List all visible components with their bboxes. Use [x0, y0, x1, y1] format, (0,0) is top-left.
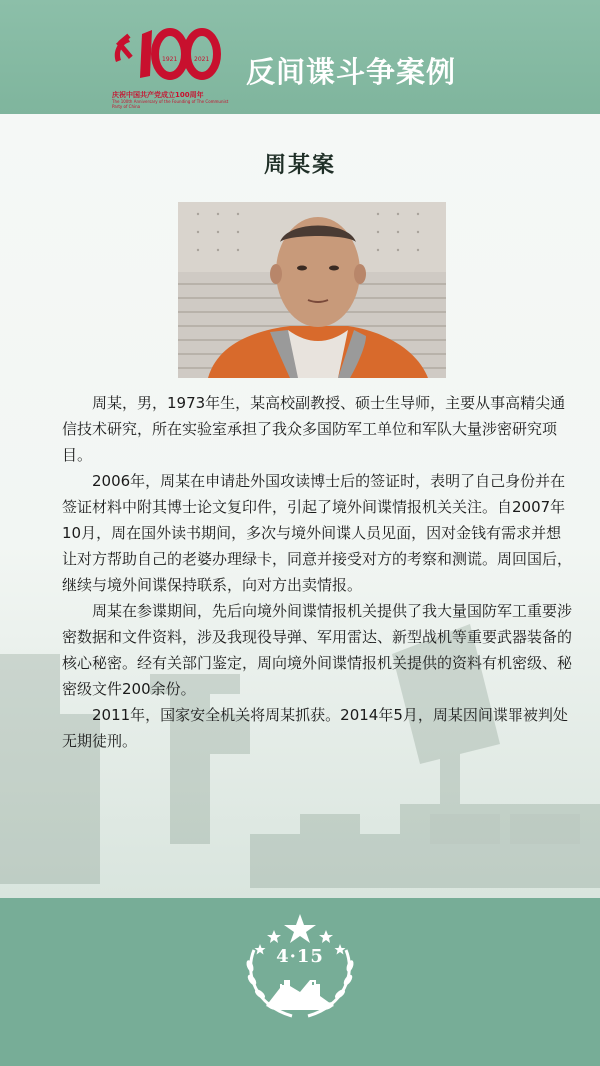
- footer-bar: [0, 898, 600, 1066]
- case-paragraph: 2011年，国家安全机关将周某抓获。2014年5月，周某因间谍罪被判处无期徒刑。: [62, 706, 568, 750]
- logo-caption-cn: 庆祝中国共产党成立100周年: [112, 91, 204, 99]
- case-paragraph: 周某在参谍期间，先后向境外间谍情报机关提供了我大量国防军工重要涉密数据和文件资料，涉及我现役导弹、军用雷达、新型战机等重要武器装备的核心秘密。经有关部门鉴定，周向境外间谍情报机关提供的资料有机密级、秘密级文件200余份。: [62, 602, 573, 698]
- star-icon: [319, 930, 333, 943]
- content-area: [0, 114, 600, 898]
- great-wall-icon: [266, 980, 334, 1010]
- logo-year-start: 1921: [162, 56, 178, 63]
- case-paragraph: 周某，男，1973年生，某高校副教授、硕士生导师，主要从事高精尖通信技术研究，所在实验室承担了我众多国防军工单位和军队大量涉密研究项目。: [62, 394, 566, 464]
- logo-caption-en: The 100th Anniversary of the Founding of The Communist Party of China: [112, 99, 229, 109]
- star-icon: [284, 914, 316, 943]
- suspect-photo: [178, 202, 446, 378]
- page-title: 反间谍斗争案例: [246, 55, 457, 89]
- party-emblem-icon: [115, 34, 133, 62]
- header-bar: [0, 0, 600, 114]
- logo-year-end: 2021: [194, 56, 210, 63]
- star-icon: [267, 930, 281, 943]
- military-vehicle-icon: [250, 814, 400, 888]
- case-paragraph: 2006年，周某在申请赴外国攻读博士后的签证时，表明了自己身份并在签证材料中附其博士论文复印件，引起了境外间谍情报机关关注。自2007年10月，周在国外读书期间，多次与境外间谍人员见面，因对金钱有需求并想让对方帮助自己的老婆办理绿卡，同意并接受对方的考察和测谎。周回国后，继续与境外间谍保持联系，向对方出卖情报。: [62, 472, 573, 594]
- case-title: 周某案: [263, 153, 336, 178]
- emblem-date-text: 4·15: [276, 946, 324, 967]
- national-security-day-emblem: [240, 910, 360, 1022]
- military-truck-icon: [400, 804, 600, 888]
- case-body: [62, 390, 572, 754]
- centenary-logo: [108, 28, 228, 110]
